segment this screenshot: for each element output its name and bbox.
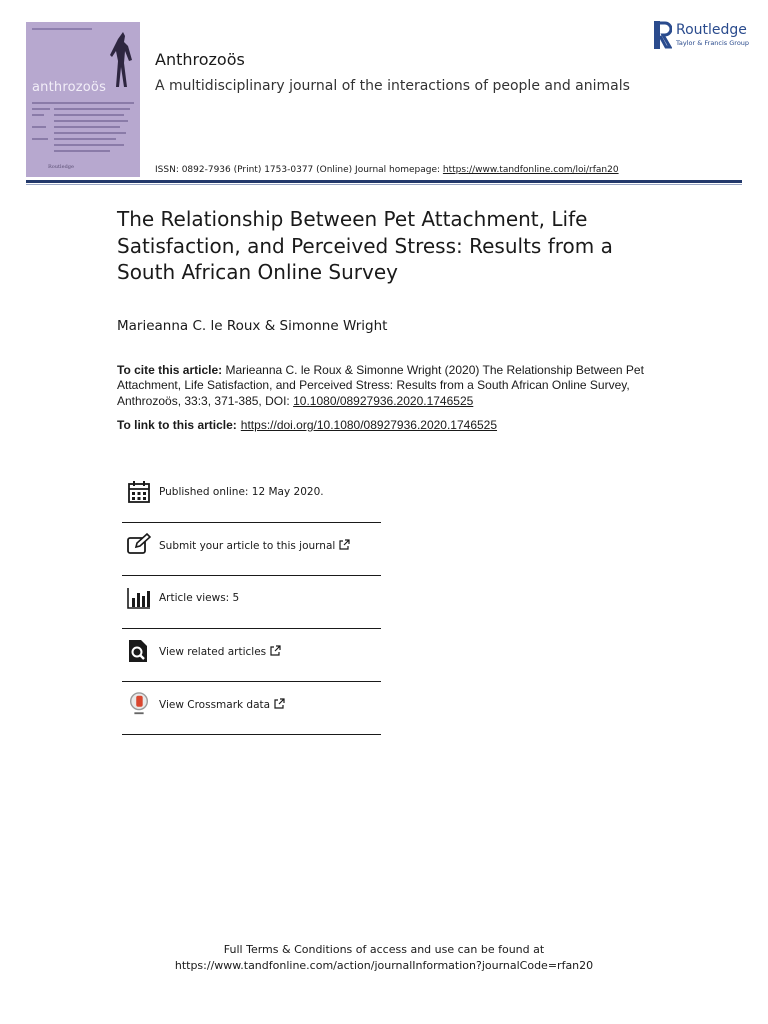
- header-divider: [26, 180, 742, 183]
- article-meta-list: [122, 470, 381, 735]
- header-divider-thin: [26, 184, 742, 185]
- crossmark-row[interactable]: [122, 682, 381, 735]
- submit-article-row[interactable]: [122, 523, 381, 576]
- issn-text: ISSN: 0892-7936 (Print) 1753-0377 (Online) Journal homepage:: [155, 165, 443, 175]
- terms-footer: [0, 942, 768, 973]
- article-views-row: [122, 576, 381, 629]
- external-link-icon: [274, 698, 285, 709]
- edit-icon: [127, 533, 151, 557]
- journal-homepage-link[interactable]: https://www.tandfonline.com/loi/rfan20: [442, 165, 619, 175]
- submit-article-link[interactable]: [159, 539, 350, 552]
- cover-text-line: [54, 108, 130, 110]
- issn-line: [155, 165, 619, 175]
- doi-link[interactable]: 10.1080/08927936.2020.1746525: [293, 393, 474, 408]
- article-title: The Relationship Between Pet Attachment, Life Satisfaction, and Perceived Stress: Results from a South African Online Survey: [117, 207, 613, 284]
- cover-rule: [32, 28, 92, 30]
- calendar-icon: [127, 480, 151, 504]
- citation-block: [117, 363, 662, 409]
- cite-text: Marieanna C. le Roux & Simonne Wright (2020) The Relationship Between Pet Attachment, Life Satisfaction, and Perceived Stress: Results from a South African Online Survey, Anthrozoös, 33:3, 371-385, DOI:: [117, 363, 644, 408]
- published-online-label: Published online: 12 May 2020.: [159, 486, 324, 498]
- cover-text-line: [32, 126, 46, 128]
- link-label: To link to this article:: [117, 418, 237, 432]
- cover-text-line: [32, 102, 134, 104]
- terms-url[interactable]: https://www.tandfonline.com/action/journalInformation?journalCode=rfan20: [174, 958, 594, 972]
- cover-publisher-mark: Routledge: [48, 164, 74, 170]
- routledge-logo-icon: [654, 21, 672, 49]
- journal-title: Anthrozoös: [155, 50, 245, 69]
- cover-text-line: [54, 150, 110, 152]
- related-articles-row[interactable]: [122, 629, 381, 682]
- cover-text-line: [54, 120, 128, 122]
- publisher-group: Taylor & Francis Group: [676, 39, 750, 47]
- crossmark-link[interactable]: [159, 698, 285, 711]
- related-articles-link[interactable]: [159, 645, 281, 658]
- search-doc-icon: [127, 639, 151, 663]
- cite-label: To cite this article:: [117, 363, 223, 377]
- cover-text-line: [32, 138, 48, 140]
- article-doi-url[interactable]: https://doi.org/10.1080/08927936.2020.1746525: [240, 418, 498, 432]
- article-authors: Marieanna C. le Roux & Simonne Wright: [117, 318, 388, 334]
- cover-figure-icon: [110, 30, 136, 90]
- journal-subtitle: A multidisciplinary journal of the interactions of people and animals: [155, 78, 630, 94]
- cover-text-line: [54, 126, 120, 128]
- cover-masthead: anthrozoös: [32, 80, 107, 95]
- publisher-name: Routledge: [676, 22, 747, 38]
- cover-text-line: [32, 108, 50, 110]
- terms-text: Full Terms & Conditions of access and use can be found at: [223, 943, 545, 956]
- article-views-label: Article views: 5: [159, 592, 240, 604]
- crossmark-icon: [127, 692, 151, 716]
- external-link-icon: [270, 645, 281, 656]
- journal-cover-image: [26, 22, 140, 177]
- crossmark-label: View Crossmark data: [159, 699, 271, 711]
- published-online-row: [122, 470, 381, 523]
- related-articles-label: View related articles: [159, 646, 267, 658]
- article-link-line: [117, 418, 497, 432]
- cover-text-line: [54, 114, 124, 116]
- submit-article-label: Submit your article to this journal: [159, 540, 336, 552]
- cover-text-line: [54, 138, 116, 140]
- cover-text-line: [54, 132, 126, 134]
- external-link-icon: [339, 539, 350, 550]
- cover-text-line: [32, 114, 44, 116]
- bar-chart-icon: [127, 586, 151, 610]
- cover-text-line: [54, 144, 124, 146]
